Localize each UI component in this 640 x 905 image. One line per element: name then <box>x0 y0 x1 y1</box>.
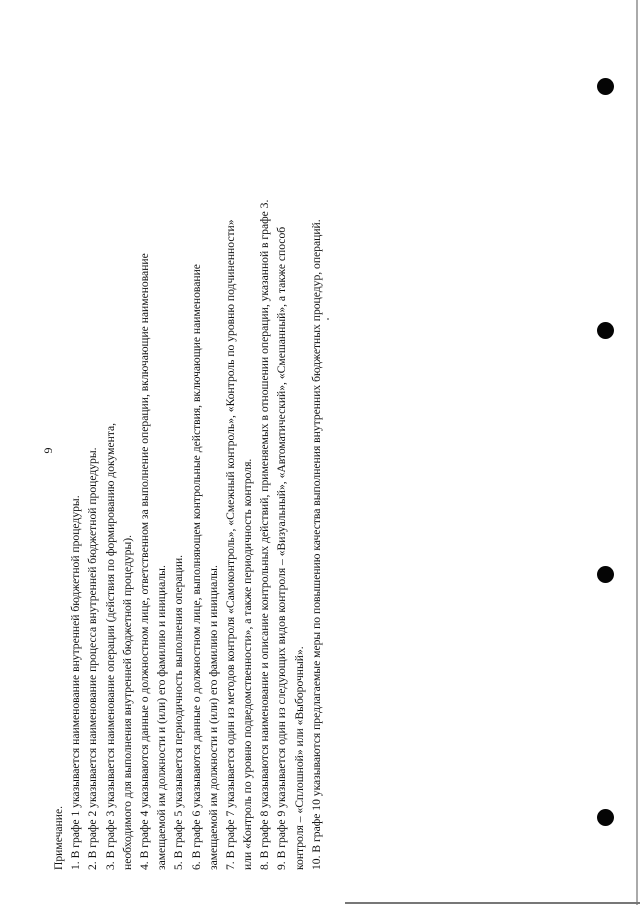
notes-heading: Примечание. <box>52 806 65 870</box>
note-line: 7. В графе 7 указывается один из методов контроля «Самоконтроль», «Смежный контроль», «Контроль по уровню подчиненности» <box>223 219 237 870</box>
page-number: 6 <box>41 447 56 454</box>
binder-hole <box>597 78 614 95</box>
scan-edge-bottom <box>345 902 640 904</box>
note-line: замещаемой им должности и (или) его фамилию и инициалы. <box>155 565 169 870</box>
note-line: 2. В графе 2 указывается наименование процесса внутренней бюджетной процедуры. <box>86 447 100 870</box>
binder-hole <box>597 809 614 826</box>
note-line: 4. В графе 4 указываются данные о должностном лице, ответственном за выполнение операции, включающие наименование <box>137 253 151 870</box>
note-line: 8. В графе 8 указываются наименование и описание контрольных действий, применяемых в отношении операции, указанной в графе 3. <box>258 199 272 870</box>
binder-hole <box>597 566 614 583</box>
note-line: необходимого для выполнения внутренней бюджетной процедуры). <box>120 535 134 870</box>
note-line: 6. В графе 6 указываются данные о должностном лице, выполняющем контрольные действия, включающие наименование <box>189 264 203 870</box>
note-line: или «Контроль по уровню подведомственности», а также периодичность контроля. <box>241 458 255 870</box>
note-line: контроля – «Сплошной» или «Выборочный». <box>292 646 306 870</box>
note-line: 9. В графе 9 указывается один из следующих видов контроля – «Визуальный», «Автоматический», «Смешанный», а также способ <box>275 226 289 870</box>
note-line: 3. В графе 3 указывается наименование операции (действия по формированию документа, <box>103 422 117 870</box>
note-line: замещаемой им должности и (или) его фамилию и инициалы. <box>206 565 220 870</box>
note-line: 10. В графе 10 указываются предлагаемые меры по повышению качества выполнения внутренних бюджетных процедур, операций. <box>309 219 323 870</box>
note-line: 5. В графе 5 указывается периодичность выполнения операции. <box>172 554 186 870</box>
binder-hole <box>597 322 614 339</box>
scan-edge <box>636 0 638 905</box>
notes-block <box>50 40 340 870</box>
note-line: 1. В графе 1 указывается наименование внутренней бюджетной процедуры. <box>69 495 83 870</box>
